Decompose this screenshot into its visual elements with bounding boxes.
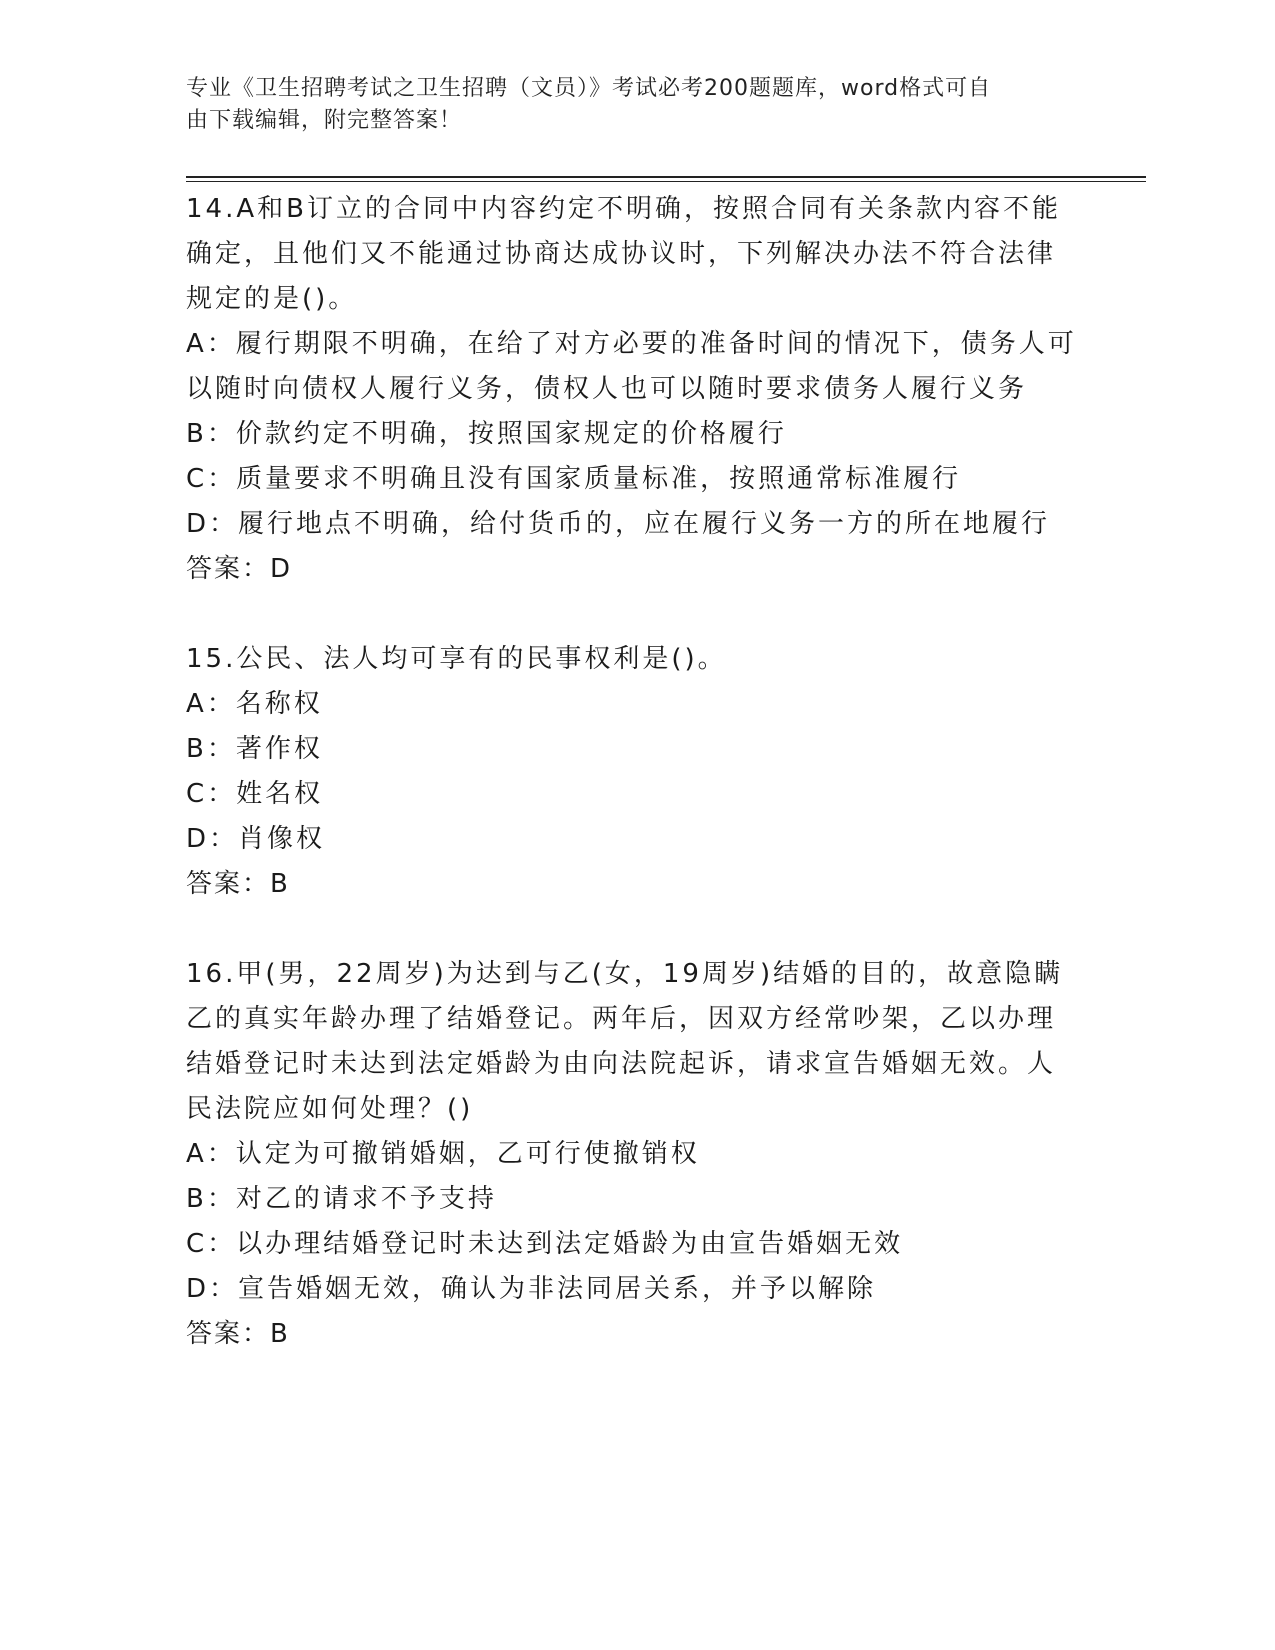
- option-a: A：履行期限不明确，在给了对方必要的准备时间的情况下，债务人可: [186, 329, 1077, 359]
- option-d: D：肖像权: [186, 824, 326, 854]
- answer-label: 答案：B: [186, 1319, 290, 1349]
- option-d: D：宣告婚姻无效，确认为非法同居关系，并予以解除: [186, 1274, 877, 1304]
- question-stem-line: 确定，且他们又不能通过协商达成协议时，下列解决办法不符合法律: [186, 239, 1057, 269]
- option-d: D：履行地点不明确，给付货币的，应在履行义务一方的所在地履行: [186, 509, 1051, 539]
- question-16: [186, 952, 1086, 1357]
- header-line-1: 专业《卫生招聘考试之卫生招聘（文员）》考试必考200题题库，word格式可自: [186, 76, 992, 101]
- question-stem-line: 16.甲(男，22周岁)为达到与乙(女，19周岁)结婚的目的，故意隐瞒: [186, 959, 1064, 989]
- question-list: [186, 187, 1086, 1402]
- question-stem-line: 15.公民、法人均可享有的民事权利是()。: [186, 644, 727, 674]
- option-b: B：著作权: [186, 734, 323, 764]
- question-stem-line: 乙的真实年龄办理了结婚登记。两年后，因双方经常吵架，乙以办理: [186, 1004, 1057, 1034]
- option-b: B：对乙的请求不予支持: [186, 1184, 497, 1214]
- header-divider-thick: [186, 176, 1146, 178]
- question-14: [186, 187, 1086, 592]
- document-header: [186, 73, 1086, 137]
- question-stem-line: 14.A和B订立的合同中内容约定不明确，按照合同有关条款内容不能: [186, 194, 1061, 224]
- answer-label: 答案：D: [186, 554, 293, 584]
- option-a-continued: 以随时向债权人履行义务，债权人也可以随时要求债务人履行义务: [186, 374, 1028, 404]
- option-a: A：名称权: [186, 689, 323, 719]
- question-stem-line: 民法院应如何处理？(): [186, 1094, 474, 1124]
- header-line-2: 由下载编辑，附完整答案！: [186, 108, 463, 133]
- option-c: C：以办理结婚登记时未达到法定婚龄为由宣告婚姻无效: [186, 1229, 904, 1259]
- question-15: [186, 637, 1086, 907]
- option-a: A：认定为可撤销婚姻，乙可行使撤销权: [186, 1139, 700, 1169]
- header-divider-thin: [186, 181, 1146, 182]
- option-c: C：质量要求不明确且没有国家质量标准，按照通常标准履行: [186, 464, 962, 494]
- option-b: B：价款约定不明确，按照国家规定的价格履行: [186, 419, 787, 449]
- answer-label: 答案：B: [186, 869, 290, 899]
- question-stem-line: 结婚登记时未达到法定婚龄为由向法院起诉，请求宣告婚姻无效。人: [186, 1049, 1057, 1079]
- option-c: C：姓名权: [186, 779, 324, 809]
- question-stem-line: 规定的是()。: [186, 284, 358, 314]
